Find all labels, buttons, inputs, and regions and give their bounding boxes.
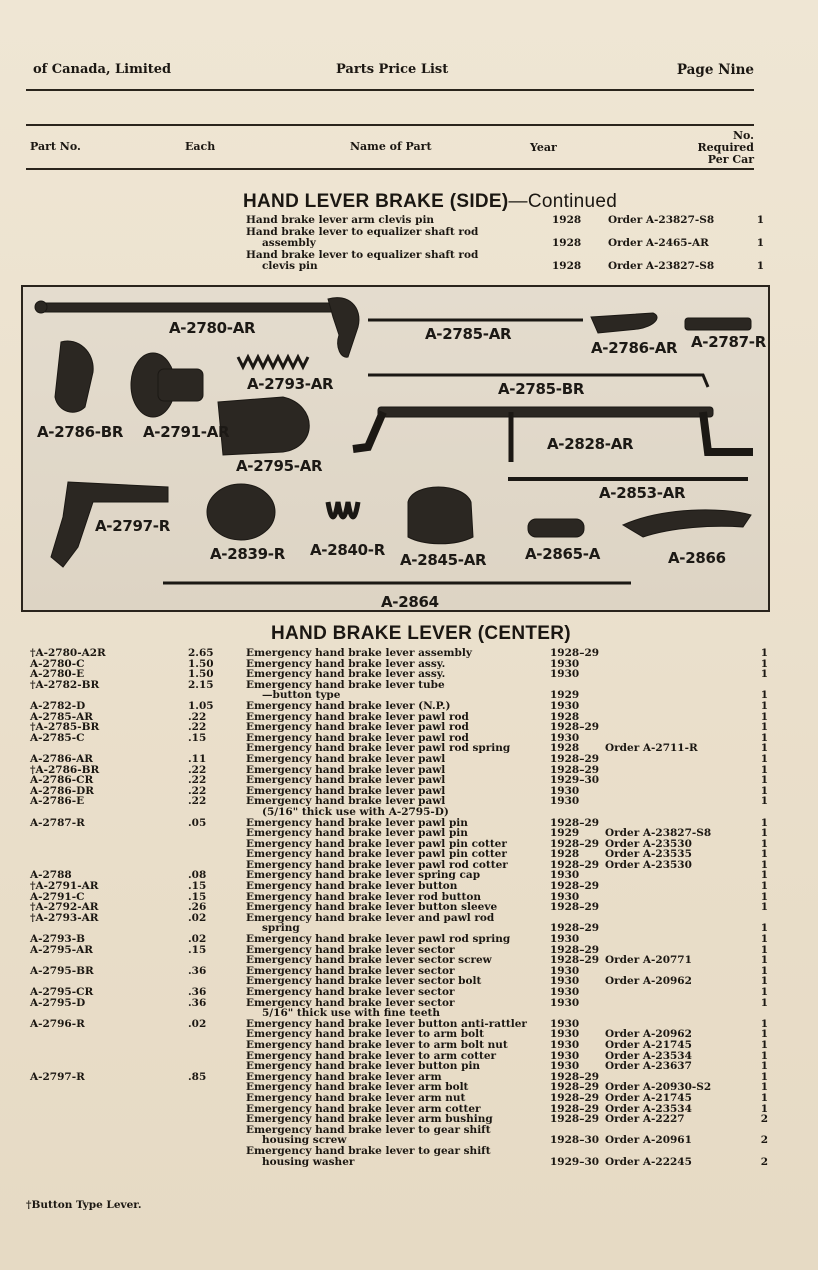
part-name: Emergency hand brake lever sector: [246, 986, 455, 998]
part-name: Emergency hand brake lever arm nut: [246, 1091, 466, 1104]
photo-label: A-2780-AR: [169, 319, 256, 337]
part-name: Emergency hand brake lever to gear shift: [246, 1144, 491, 1157]
side-section-continued: —Continued: [508, 191, 618, 212]
part-name: Emergency hand brake lever pawl rod spring: [246, 933, 511, 946]
header-title: Parts Price List: [336, 62, 449, 77]
part-name: Emergency hand brake lever to arm bolt: [246, 1028, 484, 1041]
part-qty: 1: [760, 1070, 768, 1083]
side-table-row: [246, 261, 766, 273]
lever-ratchet-shape: [328, 298, 359, 358]
side-part-qty: 1: [756, 237, 764, 249]
part-number: †A-2785-BR: [30, 721, 100, 734]
part-qty: 1: [760, 763, 768, 776]
part-name: Emergency hand brake lever pawl rod: [246, 721, 469, 734]
part-qty: 1: [760, 1102, 768, 1115]
lever-rod-shape: [37, 303, 342, 312]
part-year: 1928–29: [550, 837, 600, 850]
part-number: A-2795-BR: [30, 964, 94, 977]
part-name: Emergency hand brake lever to gear shift: [246, 1123, 491, 1136]
part-year: 1928–29: [550, 1081, 600, 1094]
part-name: Emergency hand brake lever pawl rod: [246, 710, 469, 723]
photo-label: A-2785-AR: [425, 325, 512, 343]
part-qty: 1: [760, 721, 768, 734]
part-number: A-2786-AR: [30, 752, 93, 765]
part-price: .15: [188, 943, 207, 956]
photo-label: A-2865-A: [525, 545, 601, 563]
part-name: —button type: [262, 689, 341, 702]
part-number: A-2780-E: [30, 668, 85, 681]
part-name: Emergency hand brake lever button sleeve: [246, 901, 498, 914]
side-table-row: [246, 215, 766, 227]
part-number: A-2797-R: [30, 1070, 85, 1083]
part-order: Order A-20962: [605, 1028, 692, 1041]
table-row: [30, 987, 768, 998]
part-name: Emergency hand brake lever rod button: [246, 890, 481, 903]
part-name: Emergency hand brake lever pawl pin: [246, 827, 468, 840]
part-number: A-2793-B: [30, 933, 85, 946]
side-part-qty: 1: [756, 214, 764, 226]
part-qty: 1: [760, 837, 768, 850]
side-part-year: 1928: [552, 260, 582, 272]
part-year: 1930: [550, 869, 580, 882]
column-top-rule: [26, 124, 754, 126]
header-rule: [26, 89, 754, 91]
side-part-name: clevis pin: [262, 260, 318, 272]
part-name: Emergency hand brake lever (N.P.): [246, 699, 451, 712]
part-name: Emergency hand brake lever assembly: [246, 647, 472, 659]
part-name: Emergency hand brake lever pawl pin cotter: [246, 848, 507, 861]
part-qty: 1: [760, 848, 768, 861]
center-section-title: HAND BRAKE LEVER (CENTER): [271, 623, 571, 644]
spring-shape: [238, 357, 308, 367]
part-number: †A-2793-AR: [30, 911, 99, 924]
part-order: Order A-20771: [605, 954, 692, 967]
part-year: 1928–29: [550, 752, 600, 765]
col-name: Name of Part: [350, 140, 432, 153]
part-name: Emergency hand brake lever pawl: [246, 763, 446, 776]
part-name: Emergency hand brake lever pawl rod spring: [246, 742, 511, 755]
part-qty: 1: [760, 1028, 768, 1041]
part-year: 1928–29: [550, 816, 600, 829]
part-price: .22: [188, 763, 207, 776]
part-year: 1930: [550, 996, 580, 1009]
column-bottom-rule: [26, 168, 754, 170]
shaft-crank-left-shape: [353, 412, 383, 449]
part-qty: 1: [760, 657, 768, 670]
part-name: Emergency hand brake lever pawl: [246, 795, 446, 808]
table-row: [30, 1157, 768, 1168]
header-page-number: Page Nine: [676, 62, 754, 78]
part-qty: 1: [760, 699, 768, 712]
part-number: A-2791-C: [30, 890, 85, 903]
part-name: Emergency hand brake lever assy.: [246, 668, 446, 681]
photo-label: A-2786-AR: [591, 339, 678, 357]
part-name: Emergency hand brake lever sector bolt: [246, 975, 482, 988]
photo-label: A-2785-BR: [498, 380, 585, 398]
side-part-order: Order A-2465-AR: [608, 237, 709, 249]
part-year: 1928–29: [550, 1091, 600, 1104]
part-number: †A-2782-BR: [30, 678, 100, 691]
part-year: 1928–29: [550, 647, 600, 659]
part-name: Emergency hand brake lever sector: [246, 964, 455, 977]
part-qty: 1: [760, 689, 768, 702]
part-price: .15: [188, 731, 207, 744]
part-name: Emergency hand brake lever pawl rod: [246, 731, 469, 744]
part-price: .11: [188, 752, 207, 765]
part-qty: 1: [760, 996, 768, 1009]
side-part-order: Order A-23827-S8: [608, 260, 715, 272]
part-order: Order A-22245: [605, 1155, 692, 1168]
part-name: Emergency hand brake lever assy.: [246, 657, 446, 670]
part-qty: 1: [760, 1081, 768, 1094]
part-number: A-2786-DR: [30, 784, 94, 797]
part-number: †A-2791-AR: [30, 880, 99, 893]
part-order: Order A-20962: [605, 975, 692, 988]
part-price: .15: [188, 890, 207, 903]
part-name: Emergency hand brake lever spring cap: [246, 869, 481, 882]
part-year: 1930: [550, 986, 580, 998]
photo-label: A-2797-R: [95, 517, 170, 535]
part-order: Order A-20961: [605, 1134, 692, 1147]
part-number: †A-2792-AR: [30, 901, 99, 914]
lever-knob-shape: [35, 301, 47, 313]
plate-shape: [55, 341, 93, 412]
part-name: (5/16" thick use with A-2795-D): [262, 805, 449, 818]
part-year: 1930: [550, 964, 580, 977]
part-order: Order A-21745: [605, 1091, 692, 1104]
part-number: A-2780-C: [30, 657, 85, 670]
part-year: 1930: [550, 1017, 580, 1030]
part-name: Emergency hand brake lever button pin: [246, 1060, 481, 1073]
part-name: Emergency hand brake lever sector: [246, 943, 455, 956]
part-name: Emergency hand brake lever pawl pin cotter: [246, 837, 507, 850]
photo-label: A-2791-AR: [143, 423, 230, 441]
part-price: .02: [188, 1017, 207, 1030]
part-order: Order A-23530: [605, 858, 692, 871]
parts-drawing: [23, 287, 768, 610]
part-qty: 1: [760, 752, 768, 765]
part-qty: 1: [760, 858, 768, 871]
part-year: 1928–30: [550, 1134, 600, 1147]
cup-flange-shape: [408, 487, 473, 544]
shaft-shape: [378, 407, 713, 417]
part-price: .85: [188, 1070, 207, 1083]
part-qty: 1: [760, 954, 768, 967]
footnote: †Button Type Lever.: [26, 1199, 142, 1211]
photo-label: A-2866: [668, 549, 726, 567]
part-name: Emergency hand brake lever to arm bolt nut: [246, 1038, 508, 1051]
part-number: †A-2780-A2R: [30, 647, 106, 659]
photo-label: A-2795-AR: [236, 457, 323, 475]
col-part-no: Part No.: [30, 140, 81, 153]
side-part-year: 1928: [552, 214, 582, 226]
part-year: 1930: [550, 1049, 580, 1062]
button-sleeve-shape: [158, 369, 203, 401]
table-row: [30, 1146, 768, 1157]
photo-label: A-2786-BR: [37, 423, 124, 441]
part-number: A-2786-E: [30, 795, 85, 808]
part-number: A-2788: [30, 869, 72, 882]
part-number: A-2796-R: [30, 1017, 85, 1030]
part-price: .22: [188, 774, 207, 787]
part-price: .22: [188, 795, 207, 808]
part-year: 1930: [550, 1028, 580, 1041]
part-year: 1930: [550, 657, 580, 670]
part-year: 1930: [550, 699, 580, 712]
running-header: [33, 62, 754, 82]
part-name: Emergency hand brake lever pawl: [246, 774, 446, 787]
part-qty: 1: [760, 943, 768, 956]
part-order: Order A-23535: [605, 848, 692, 861]
part-qty: 1: [760, 710, 768, 723]
part-price: .22: [188, 721, 207, 734]
side-part-order: Order A-23827-S8: [608, 214, 715, 226]
side-part-name: Hand brake lever to equalizer shaft rod: [246, 248, 479, 261]
part-qty: 1: [760, 922, 768, 935]
part-price: .02: [188, 911, 207, 924]
part-year: 1928: [550, 848, 580, 861]
photo-label: A-2864: [381, 593, 439, 611]
part-number: A-2782-D: [30, 699, 86, 712]
part-qty: 1: [760, 827, 768, 840]
part-name: Emergency hand brake lever arm cotter: [246, 1102, 481, 1115]
part-qty: 1: [760, 880, 768, 893]
part-price: 2.65: [188, 647, 214, 659]
part-year: 1930: [550, 731, 580, 744]
side-part-year: 1928: [552, 237, 582, 249]
part-qty: 1: [760, 1091, 768, 1104]
part-qty: 1: [760, 986, 768, 998]
part-year: 1928–29: [550, 922, 600, 935]
part-qty: 1: [760, 731, 768, 744]
part-year: 1929: [550, 827, 580, 840]
part-year: 1930: [550, 668, 580, 681]
part-year: 1928–29: [550, 858, 600, 871]
shaft-crank-right-shape: [703, 412, 753, 452]
part-qty: 1: [760, 869, 768, 882]
side-part-qty: 1: [756, 260, 764, 272]
part-name: Emergency hand brake lever pawl: [246, 784, 446, 797]
part-number: A-2785-C: [30, 731, 85, 744]
part-name: housing screw: [262, 1134, 347, 1147]
photo-label: A-2840-R: [310, 541, 385, 559]
part-year: 1928–29: [550, 880, 600, 893]
part-price: 1.05: [188, 699, 214, 712]
col-required-line3: Per Car: [707, 153, 754, 166]
col-required-line2: Required: [697, 141, 754, 154]
part-qty: 1: [760, 975, 768, 988]
part-year: 1928–29: [550, 954, 600, 967]
part-name: Emergency hand brake lever button: [246, 880, 458, 893]
part-order: Order A-23534: [605, 1049, 692, 1062]
photo-label: A-2853-AR: [599, 484, 686, 502]
side-part-name: assembly: [262, 237, 316, 249]
part-name: Emergency hand brake lever sector screw: [246, 954, 492, 967]
part-qty: 1: [760, 1049, 768, 1062]
part-price: .02: [188, 933, 207, 946]
photo-label: A-2787-R: [691, 333, 766, 351]
part-year: 1930: [550, 1060, 580, 1073]
part-number: A-2795-CR: [30, 986, 94, 998]
part-year: 1930: [550, 795, 580, 808]
col-year: Year: [530, 141, 557, 154]
col-required-line1: No.: [732, 129, 754, 142]
part-price: .08: [188, 869, 207, 882]
part-year: 1930: [550, 933, 580, 946]
part-qty: 1: [760, 933, 768, 946]
part-year: 1930: [550, 975, 580, 988]
part-number: A-2795-D: [30, 996, 86, 1009]
part-name: 5/16" thick use with fine teeth: [262, 1007, 441, 1020]
part-year: 1928–29: [550, 763, 600, 776]
side-section-title-text: HAND LEVER BRAKE (SIDE): [243, 191, 509, 212]
part-name: Emergency hand brake lever arm bushing: [246, 1113, 493, 1126]
side-table-row: [246, 238, 766, 250]
part-price: .15: [188, 880, 207, 893]
part-name: housing washer: [262, 1155, 355, 1168]
part-year: 1930: [550, 1038, 580, 1051]
part-qty: 1: [760, 901, 768, 914]
part-name: Emergency hand brake lever pawl rod cotter: [246, 858, 508, 871]
part-number: A-2785-AR: [30, 710, 93, 723]
part-qty: 1: [760, 647, 768, 659]
part-order: Order A-23534: [605, 1102, 692, 1115]
side-part-name: Hand brake lever to equalizer shaft rod: [246, 225, 479, 238]
pin-shape: [685, 318, 751, 330]
part-year: 1928: [550, 710, 580, 723]
part-name: spring: [262, 922, 300, 935]
part-name: Emergency hand brake lever and pawl rod: [246, 911, 495, 924]
part-name: Emergency hand brake lever pawl pin: [246, 816, 468, 829]
part-year: 1928–29: [550, 721, 600, 734]
table-row: [30, 1040, 768, 1051]
part-qty: 2: [760, 1155, 768, 1168]
col-required: [684, 130, 754, 166]
part-price: .05: [188, 816, 207, 829]
part-year: 1928–29: [550, 1113, 600, 1126]
part-qty: 1: [760, 816, 768, 829]
sector-shape: [218, 397, 309, 455]
table-row: [30, 648, 768, 659]
part-order: Order A-23827-S8: [605, 827, 712, 840]
part-name: Emergency hand brake lever to arm cotter: [246, 1049, 497, 1062]
part-name: Emergency hand brake lever tube: [246, 678, 445, 691]
part-year: 1928–29: [550, 901, 600, 914]
part-qty: 1: [760, 668, 768, 681]
part-name: Emergency hand brake lever sector: [246, 996, 455, 1009]
side-section-title: [243, 191, 617, 213]
part-year: 1928–29: [550, 1102, 600, 1115]
bushing-shape: [207, 484, 275, 540]
part-qty: 1: [760, 774, 768, 787]
photo-label: A-2845-AR: [400, 551, 487, 569]
table-row: [30, 807, 768, 818]
table-row: [30, 701, 768, 712]
part-order: Order A-23530: [605, 837, 692, 850]
part-name: Emergency hand brake lever pawl: [246, 752, 446, 765]
part-order: Order A-21745: [605, 1038, 692, 1051]
part-qty: 1: [760, 742, 768, 755]
part-name: Emergency hand brake lever arm: [246, 1070, 442, 1083]
side-part-name: Hand brake lever arm clevis pin: [246, 214, 435, 226]
part-year: 1928: [550, 742, 580, 755]
part-price: .22: [188, 710, 207, 723]
part-qty: 1: [760, 1038, 768, 1051]
part-price: 1.50: [188, 657, 214, 670]
part-price: 1.50: [188, 668, 214, 681]
col-each: Each: [185, 140, 216, 153]
part-price: .26: [188, 901, 207, 914]
part-order: Order A-2711-R: [605, 742, 698, 755]
part-price: .36: [188, 986, 207, 998]
part-order: Order A-23637: [605, 1060, 692, 1073]
parts-photo: [21, 285, 770, 612]
part-qty: 1: [760, 1017, 768, 1030]
table-row: [30, 913, 768, 924]
part-price: 2.15: [188, 678, 214, 691]
part-year: 1928–29: [550, 1070, 600, 1083]
part-year: 1929–30: [550, 1155, 600, 1168]
header-company: of Canada, Limited: [33, 62, 172, 77]
part-qty: 1: [760, 890, 768, 903]
part-name: Emergency hand brake lever arm bolt: [246, 1081, 469, 1094]
part-qty: 1: [760, 784, 768, 797]
part-qty: 1: [760, 1060, 768, 1073]
part-year: 1929: [550, 689, 580, 702]
part-qty: 1: [760, 795, 768, 808]
part-number: †A-2786-BR: [30, 763, 100, 776]
spring-small-shape: [328, 502, 358, 517]
part-price: .36: [188, 996, 207, 1009]
part-number: A-2787-R: [30, 816, 85, 829]
part-number: A-2795-AR: [30, 943, 93, 956]
photo-label: A-2793-AR: [247, 375, 334, 393]
part-year: 1930: [550, 890, 580, 903]
part-year: 1930: [550, 784, 580, 797]
part-name: Emergency hand brake lever button anti-rattler: [246, 1017, 527, 1030]
part-order: Order A-2227: [605, 1113, 685, 1126]
table-row: [30, 680, 768, 691]
table-row: [30, 1093, 768, 1104]
part-qty: 2: [760, 1134, 768, 1147]
part-order: Order A-20930-S2: [605, 1081, 712, 1094]
part-price: .22: [188, 784, 207, 797]
side-parts-table: [246, 215, 766, 273]
photo-label: A-2828-AR: [547, 435, 634, 453]
part-number: A-2786-CR: [30, 774, 94, 787]
photo-label: A-2839-R: [210, 545, 285, 563]
column-headers: [30, 128, 754, 168]
part-qty: 2: [760, 1113, 768, 1126]
center-parts-table: [30, 648, 768, 1167]
part-year: 1929–30: [550, 774, 600, 787]
table-row: [30, 754, 768, 765]
pawl-a-shape: [591, 313, 657, 333]
part-qty: 1: [760, 964, 768, 977]
arm-bent-shape: [623, 510, 751, 537]
part-year: 1928–29: [550, 943, 600, 956]
link-shape: [528, 519, 584, 537]
part-price: .36: [188, 964, 207, 977]
